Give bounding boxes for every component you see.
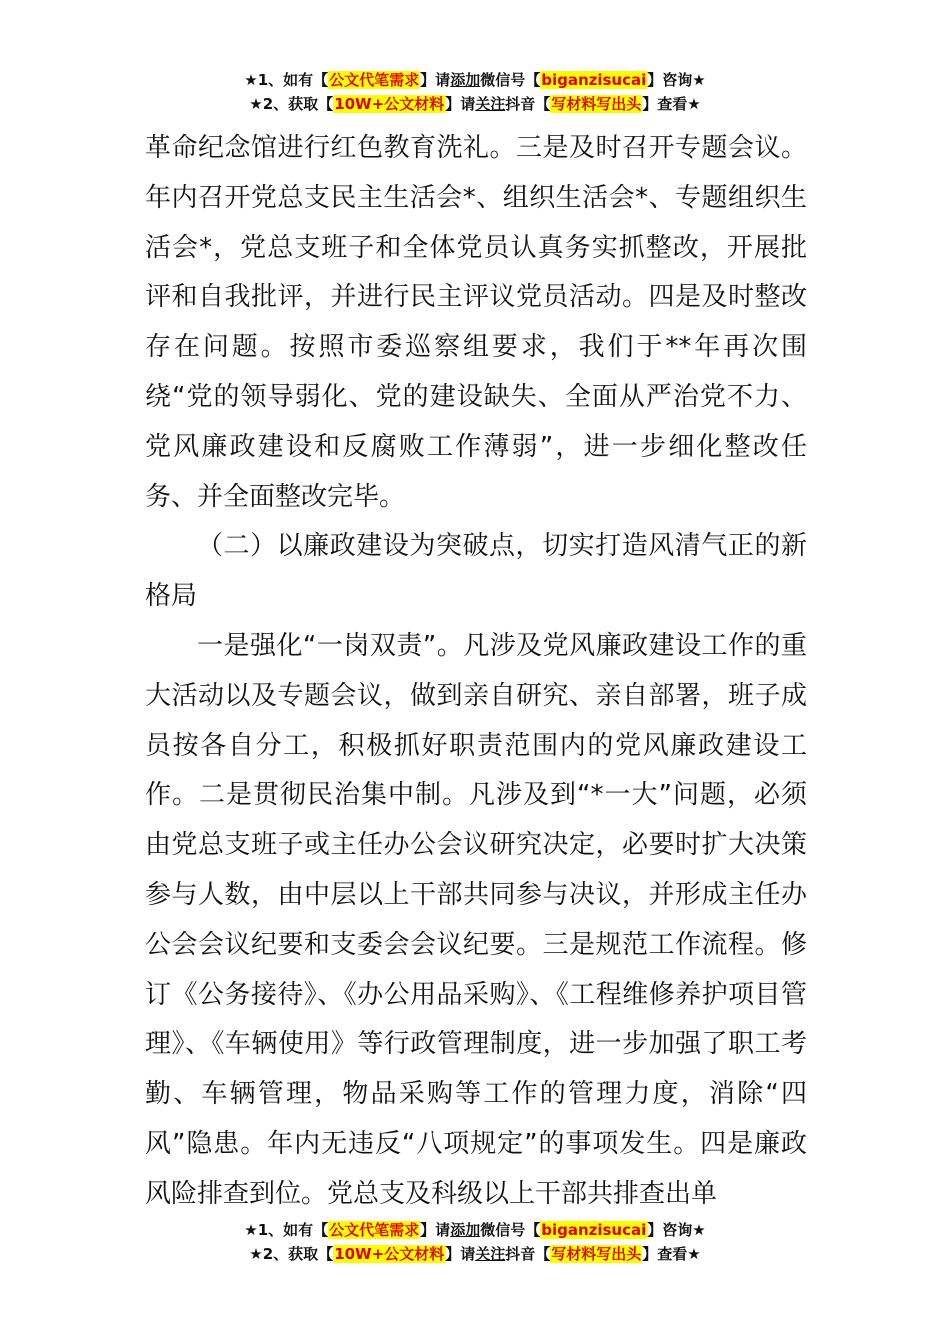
- footer-banner: [0, 1218, 950, 1266]
- banner-underlined-text: 添加: [450, 1221, 481, 1239]
- banner-highlight: biganzisucai: [541, 1221, 647, 1239]
- body-paragraph-1: 革命纪念馆进行红色教育洗礼。三是及时召开专题会议。年内召开党总支民主生活会*、组织生活会*、专题组织生活会*，党总支班子和全体党员认真务实抓整改，开展批评和自我批评，并进行民主评议党员活动。四是及时整改存在问题。按照市委巡察组要求，我们于**年再次围绕“党的领导弱化、党的建设缺失、全面从严治党不力、党风廉政建设和反腐败工作薄弱”，进一步细化整改任务、并全面整改完毕。: [145, 133, 807, 512]
- banner-line-1: [0, 1218, 950, 1242]
- banner-line-2: [0, 1242, 950, 1266]
- banner-text: 】查看★: [642, 95, 701, 113]
- banner-underlined-text: 关注: [475, 95, 506, 113]
- banner-line-1: [0, 68, 950, 92]
- banner-highlight: 写材料写出头: [551, 1245, 642, 1263]
- banner-line-2: [0, 92, 950, 116]
- banner-highlight: 公文代笔需求: [329, 1221, 420, 1239]
- banner-highlight: biganzisucai: [541, 71, 647, 89]
- banner-text: 抖音【: [505, 1245, 551, 1263]
- banner-text: 】咨询★: [647, 71, 706, 89]
- banner-text: 】请: [420, 1221, 451, 1239]
- banner-highlight: 写材料写出头: [551, 95, 642, 113]
- banner-underlined-text: 添加: [450, 71, 481, 89]
- banner-underlined-text: 关注: [475, 1245, 506, 1263]
- document-body: [145, 124, 807, 1220]
- body-paragraph-2: 一是强化“一岗双责”。凡涉及党风廉政建设工作的重大活动以及专题会议，做到亲自研究、亲自部署，班子成员按各自分工，积极抓好职责范围内的党风廉政建设工作。二是贯彻民治集中制。凡涉及到“*一大”问题，必须由党总支班子或主任办公会议研究决定，必要时扩大决策参与人数，由中层以上干部共同参与决议，并形成主任办公会会议纪要和支委会会议纪要。三是规范工作流程。修订《公务接待》、《办公用品采购》、《工程维修养护项目管理》、《车辆使用》等行政管理制度，进一步加强了职工考勤、车辆管理，物品采购等工作的管理力度，消除“四风”隐患。年内无违反“八项规定”的事项发生。四是廉政风险排查到位。党总支及科级以上干部共排查出单: [145, 630, 807, 1209]
- header-banner: [0, 68, 950, 116]
- banner-text: 微信号【: [480, 71, 541, 89]
- banner-highlight: 10W+公文材料: [334, 1245, 445, 1263]
- banner-text: 抖音【: [505, 95, 551, 113]
- banner-text: 】请: [445, 1245, 476, 1263]
- banner-text: 】查看★: [642, 1245, 701, 1263]
- banner-text: 微信号【: [480, 1221, 541, 1239]
- section-heading: （二）以廉政建设为突破点，切实打造风清气正的新格局: [145, 531, 807, 612]
- banner-text: ★2、获取【: [249, 1245, 334, 1263]
- banner-text: ★2、获取【: [249, 95, 334, 113]
- banner-text: 】请: [420, 71, 451, 89]
- banner-text: 】请: [445, 95, 476, 113]
- banner-highlight: 10W+公文材料: [334, 95, 445, 113]
- banner-text: ★1、如有【: [244, 1221, 329, 1239]
- banner-text: 】咨询★: [647, 1221, 706, 1239]
- banner-highlight: 公文代笔需求: [329, 71, 420, 89]
- banner-text: ★1、如有【: [244, 71, 329, 89]
